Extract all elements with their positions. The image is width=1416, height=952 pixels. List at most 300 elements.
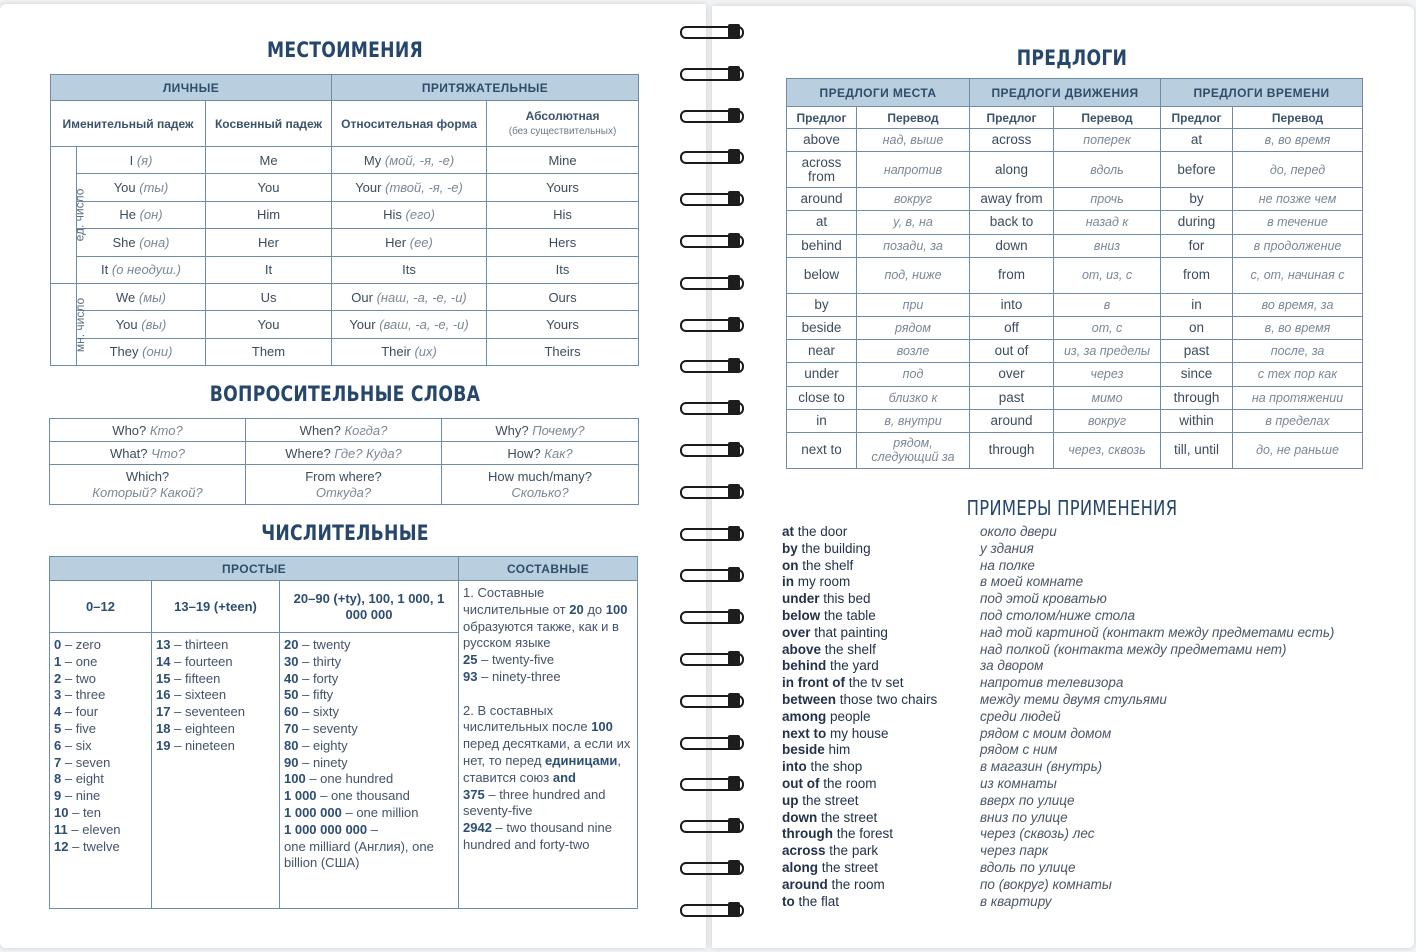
numeral-line: 1 000 – one thousand [284, 788, 410, 804]
example-english [782, 675, 992, 692]
numerals-title: ЧИСЛИТЕЛЬНЫЕ [261, 521, 429, 545]
pronoun-rel-en: Your [355, 180, 382, 196]
spiral-ring [680, 440, 746, 456]
numerals-col1 [50, 633, 152, 909]
numeral-word: seventeen [184, 704, 245, 720]
example-translation: над полкой (контакта между предметами нет) [980, 641, 1287, 657]
example-rest: the door [794, 524, 848, 539]
preposition-row [787, 188, 1363, 211]
example-keyword: next to [782, 725, 827, 741]
preposition-word: by [787, 293, 857, 316]
question-ru: Кто? [149, 422, 183, 438]
example-translation: в моей комнате [980, 574, 1084, 590]
simple-header: ПРОСТЫЕ [50, 557, 459, 581]
numeral-word: two [75, 670, 96, 686]
pronoun-oblique: Us [206, 283, 332, 310]
example-keyword: through [782, 826, 833, 842]
preposition-translation: рядом, следующий за [857, 432, 970, 468]
question-cell [246, 465, 442, 505]
example-keyword: at [782, 524, 795, 539]
pronoun-rel-ru: (его) [405, 207, 435, 223]
numeral-digit: 1 [54, 653, 62, 669]
numeral-word: fourteen [184, 653, 233, 669]
example-keyword: over [782, 624, 811, 640]
numeral-line: 100 – one hundred [284, 771, 394, 787]
preposition-translation: через [1054, 363, 1161, 386]
example-keyword: beside [782, 742, 825, 758]
question-row [50, 465, 639, 505]
preposition-row [787, 234, 1363, 257]
question-en: Where? [285, 445, 331, 461]
preposition-word: since [1161, 363, 1233, 386]
spiral-ring [680, 64, 746, 80]
pronoun-nominative [77, 174, 206, 201]
numeral-line: 0 – zero [54, 637, 101, 652]
example-rest: the street [818, 859, 879, 875]
questions-title: ВОПРОСИТЕЛЬНЫЕ СЛОВА [209, 382, 481, 406]
preposition-translation: от, с [1054, 316, 1161, 339]
pronoun-absolute: Hers [487, 229, 639, 256]
pronoun-rel-ru: (твой, -я, -е) [385, 180, 463, 196]
example-translation: через (сквозь) лес [980, 826, 1095, 842]
col-nominative: Именительный падеж [51, 101, 206, 147]
preposition-word: below [787, 257, 857, 293]
compound-ex2-word: ninety-three [491, 668, 561, 684]
preposition-word: past [970, 386, 1054, 409]
example-english [782, 826, 992, 843]
example-translation: вверх по улице [980, 792, 1075, 808]
numeral-digit: 1 000 000 000 [284, 821, 368, 837]
preposition-translation: мимо [1054, 386, 1161, 409]
right-page [712, 6, 1414, 948]
pronoun-nom-ru: (мы) [138, 289, 167, 305]
col3-head: 20–90 (+ty), 100, 1 000, 1 000 000 [280, 581, 459, 633]
example-translation: под столом/ниже стола [980, 607, 1135, 623]
example-translation: между теми двумя стульями [980, 691, 1167, 707]
numeral-word: thirty [312, 653, 342, 669]
example-english [782, 625, 992, 642]
pronoun-rel-ru: (ваш, -а, -е, -и) [379, 317, 469, 333]
numeral-line: 30 – thirty [284, 653, 342, 669]
spiral-ring [680, 147, 746, 163]
compound-p2-b: 100 [591, 719, 613, 735]
example-rest: the shelf [798, 557, 854, 573]
compound-p1-d: 100 [605, 601, 628, 617]
example-translation: вниз по улице [980, 809, 1068, 825]
pronoun-nom-en: They [109, 344, 139, 360]
spiral-hole [728, 149, 740, 163]
numeral-line: 90 – ninety [284, 754, 348, 770]
numeral-digit: 19 [156, 737, 171, 753]
question-cell [50, 442, 246, 465]
example-translation: в квартиру [980, 893, 1052, 909]
pronoun-row [51, 283, 639, 310]
preposition-row [787, 152, 1363, 188]
spiral-hole [728, 24, 740, 38]
numeral-word: sixteen [184, 687, 227, 703]
numeral-line: 15 – fifteen [156, 670, 221, 686]
preposition-translation: в продолжение [1233, 234, 1363, 257]
example-translation: рядом с моим домом [980, 725, 1112, 741]
spiral-ring [680, 816, 746, 832]
spiral-ring [680, 691, 746, 707]
numeral-line: 70 – seventy [284, 720, 358, 736]
question-cell [246, 419, 442, 442]
preposition-translation: с тех пор как [1233, 363, 1363, 386]
time-header: ПРЕДЛОГИ ВРЕМЕНИ [1161, 79, 1363, 107]
preposition-word: along [970, 152, 1054, 188]
compound-p2-e: , ставится союз [463, 752, 621, 785]
preposition-translation: напротив [857, 152, 970, 188]
preposition-translation: вдоль [1054, 152, 1161, 188]
numeral-line: 16 – sixteen [156, 687, 227, 703]
example-english [782, 894, 992, 911]
spiral-ring [680, 774, 746, 790]
example-keyword: on [782, 557, 799, 573]
question-en: Which? [125, 468, 170, 484]
pronoun-rel-ru: (ее) [409, 234, 433, 250]
example-rest: people [826, 708, 871, 724]
pronouns-title: МЕСТОИМЕНИЯ [266, 38, 424, 62]
numeral-word: one hundred [320, 771, 394, 787]
numeral-line: 40 – forty [284, 670, 339, 686]
example-rest: the room [819, 775, 877, 791]
preposition-translation: с, от, начиная с [1233, 257, 1363, 293]
compound-p2-a: 2. В составных числительных после [463, 702, 592, 735]
preposition-translation: рядом [857, 316, 970, 339]
example-keyword: by [782, 540, 798, 556]
question-cell [50, 419, 246, 442]
spiral-ring [680, 649, 746, 665]
question-cell [50, 465, 246, 505]
pronoun-rel-ru: (мой, -я, -е) [384, 152, 455, 168]
example-english [782, 776, 992, 793]
numeral-billion-note: one milliard (Англия), one billion (США) [284, 838, 434, 871]
spiral-ring [680, 398, 746, 414]
numeral-digit: 20 [284, 637, 299, 652]
numeral-word: eleven [82, 821, 121, 837]
example-rest: the shelf [821, 641, 876, 657]
preposition-word: across [970, 129, 1054, 152]
preposition-translation: в [1054, 293, 1161, 316]
pronoun-nominative [77, 147, 206, 174]
numeral-digit: 16 [156, 687, 171, 703]
preposition-row [787, 386, 1363, 409]
preposition-translation: от, из, с [1054, 257, 1161, 293]
question-ru: Почему? [532, 422, 585, 438]
preposition-word: through [1161, 386, 1233, 409]
numeral-word: fifty [312, 687, 334, 703]
numeral-line: 10 – ten [54, 804, 102, 820]
spiral-hole [728, 108, 740, 122]
example-rest: the room [827, 876, 885, 892]
prepositions-table [786, 78, 1363, 469]
pronoun-relative [332, 147, 487, 174]
example-translation: среди людей [980, 708, 1061, 724]
example-keyword: in [782, 574, 794, 590]
example-rest: the shop [806, 759, 863, 775]
examples-english [782, 524, 992, 910]
example-keyword: above [782, 641, 822, 657]
example-keyword: into [782, 759, 807, 775]
example-english [782, 759, 992, 776]
spiral-ring [680, 315, 746, 331]
numeral-line: 6 – six [54, 737, 92, 753]
pronoun-oblique: Them [206, 338, 332, 365]
preposition-word: under [787, 363, 857, 386]
numeral-word: three [75, 687, 106, 703]
spiral-hole [728, 567, 740, 581]
example-rest: my house [826, 725, 889, 741]
compound-p1-a: 1. Составные числительные от [463, 585, 570, 617]
pronoun-absolute: Mine [487, 147, 639, 174]
compound-ex4-word: two thousand nine hundred and forty-two [463, 820, 612, 852]
preposition-translation: на протяжении [1233, 386, 1363, 409]
numerals-table [49, 556, 638, 909]
pronoun-nom-ru: (она) [139, 234, 170, 250]
numeral-word: five [75, 720, 96, 736]
possessive-header: ПРИТЯЖАТЕЛЬНЫЕ [332, 75, 639, 101]
numeral-digit: 14 [156, 653, 171, 669]
pronoun-nom-en: He [119, 207, 136, 223]
spiral-hole [728, 317, 740, 331]
pronoun-rel-en: Their [381, 344, 411, 360]
col-trans-time: Перевод [1233, 107, 1363, 129]
preposition-row [787, 432, 1363, 468]
examples-title: ПРИМЕРЫ ПРИМЕНЕНИЯ [966, 496, 1178, 520]
motion-header: ПРЕДЛОГИ ДВИЖЕНИЯ [970, 79, 1161, 107]
preposition-translation: из, за пределы [1054, 340, 1161, 363]
preposition-word: beside [787, 316, 857, 339]
example-english [782, 608, 992, 625]
pronoun-absolute: Ours [487, 283, 639, 310]
pronoun-relative [332, 338, 487, 365]
numeral-digit: 3 [54, 687, 62, 703]
compound-header: СОСТАВНЫЕ [459, 557, 638, 581]
example-translation: через парк [980, 843, 1049, 859]
numeral-digit: 7 [54, 754, 62, 770]
numerals-col3 [280, 633, 459, 909]
preposition-word: in [1161, 293, 1233, 316]
compound-ex3-num: 375 [463, 786, 485, 802]
question-cell [442, 442, 639, 465]
numeral-line: 60 – sixty [284, 704, 339, 720]
example-english [782, 742, 992, 759]
example-english [782, 860, 992, 877]
spiral-hole [728, 66, 740, 80]
numeral-digit: 13 [156, 637, 171, 652]
numeral-digit: 1 000 000 [284, 804, 342, 820]
plural-label: мн. число [73, 297, 88, 353]
preposition-row [787, 340, 1363, 363]
numeral-line: 19 – nineteen [156, 737, 235, 753]
compound-p2-f: and [552, 769, 577, 785]
numeral-digit: 15 [156, 670, 171, 686]
preposition-row [787, 363, 1363, 386]
example-keyword: behind [782, 658, 827, 674]
preposition-translation: после, за [1233, 340, 1363, 363]
preposition-word: down [970, 234, 1054, 257]
pronoun-absolute: Theirs [487, 338, 639, 365]
numeral-line: 13 – thirteen [156, 637, 229, 652]
preposition-translation: вниз [1054, 234, 1161, 257]
pronoun-absolute: His [487, 201, 639, 228]
col-trans-motion: Перевод [1054, 107, 1161, 129]
preposition-word: past [1161, 340, 1233, 363]
preposition-translation: у, в, на [857, 211, 970, 234]
pronoun-nominative [77, 283, 206, 310]
example-translation: вдоль по улице [980, 859, 1076, 875]
example-translation: в магазин (внутрь) [980, 759, 1103, 775]
preposition-word: near [787, 340, 857, 363]
example-keyword: between [782, 691, 837, 707]
compound-ex2-num: 93 [463, 668, 478, 684]
pronoun-row [51, 338, 639, 365]
preposition-translation: до, перед [1233, 152, 1363, 188]
example-rest: my room [794, 574, 851, 590]
spiral-hole [728, 818, 740, 832]
question-en: From where? [305, 468, 382, 484]
compound-cell: 1. Составные числительные от 20 до 100 образуются также, как и в русском языке 25 – twenty-five 93 – ninety-three 2. В составных числительных после 100 перед десятками, а если их нет, то перед единицами, ставится союз and 375 – three hundred and seventy-five 2942 – two thousand nine hundred and forty-two [459, 581, 638, 909]
question-ru: Как? [544, 445, 573, 461]
example-english [782, 709, 992, 726]
numeral-digit: 100 [284, 771, 306, 787]
pronoun-oblique: Her [206, 229, 332, 256]
example-rest: the yard [826, 658, 879, 674]
question-ru: Сколько? [511, 484, 569, 500]
numeral-line: 11 – eleven [54, 821, 121, 837]
question-en: Who? [112, 422, 147, 438]
example-keyword: to [782, 893, 795, 909]
pronoun-rel-en: My [363, 152, 382, 168]
example-rest: the flat [794, 893, 840, 909]
preposition-word: from [970, 257, 1054, 293]
example-translation: из комнаты [980, 775, 1057, 791]
pronoun-nom-en: You [113, 180, 136, 196]
spiral-hole [728, 651, 740, 665]
example-rest: those two chairs [836, 691, 938, 707]
numeral-word: twelve [82, 838, 120, 854]
spiral-ring [680, 22, 746, 38]
pronoun-relative [332, 256, 487, 283]
compound-p1-b: 20 [569, 601, 584, 617]
preposition-word: by [1161, 188, 1233, 211]
example-translation: около двери [980, 524, 1057, 539]
spiral-ring [680, 733, 746, 749]
preposition-word: before [1161, 152, 1233, 188]
preposition-word: at [787, 211, 857, 234]
spiral-hole [728, 609, 740, 623]
numeral-line: 1 – one [54, 653, 98, 669]
example-keyword: around [782, 876, 828, 892]
numeral-word: eighteen [184, 720, 235, 736]
example-rest: the tv set [844, 675, 904, 691]
preposition-word: through [970, 432, 1054, 468]
example-english [782, 810, 992, 827]
numeral-digit: 12 [54, 838, 69, 854]
pronoun-nom-en: We [115, 289, 136, 305]
spiral-ring [680, 273, 746, 289]
example-keyword: below [782, 607, 821, 623]
pronoun-nominative [77, 311, 206, 338]
example-translation: напротив телевизора [980, 675, 1124, 691]
numeral-line: 7 – seven [54, 754, 111, 770]
col-prep-place: Предлог [787, 107, 857, 129]
numerals-col2 [152, 633, 280, 909]
pronoun-relative [332, 229, 487, 256]
preposition-word: off [970, 316, 1054, 339]
preposition-translation: в, во время [1233, 316, 1363, 339]
numeral-digit: 90 [284, 754, 299, 770]
example-rest: this bed [819, 591, 871, 607]
numeral-line: 14 – fourteen [156, 653, 233, 669]
preposition-row [787, 211, 1363, 234]
example-rest: the street [798, 792, 859, 808]
pronoun-row [51, 311, 639, 338]
preposition-word: across from [787, 152, 857, 188]
preposition-translation: вокруг [857, 188, 970, 211]
preposition-word: from [1161, 257, 1233, 293]
numeral-word: seven [75, 754, 111, 770]
pronoun-oblique: It [206, 256, 332, 283]
preposition-word: around [787, 188, 857, 211]
preposition-translation: возле [857, 340, 970, 363]
col2-head: 13–19 (+teen) [152, 581, 280, 633]
pronoun-nom-ru: (вы) [141, 317, 167, 333]
pronoun-oblique: Him [206, 201, 332, 228]
col-absolute-note: (без существительных) [508, 125, 617, 137]
preposition-word: out of [970, 340, 1054, 363]
question-row [50, 442, 639, 465]
col-prep-time: Предлог [1161, 107, 1233, 129]
numeral-digit: 9 [54, 788, 62, 804]
example-english [782, 877, 992, 894]
question-ru: Что? [151, 445, 186, 461]
numeral-word: zero [75, 637, 101, 652]
col1-head: 0–12 [50, 581, 152, 633]
example-keyword: among [782, 708, 827, 724]
numeral-digit: 1 000 [284, 788, 317, 804]
preposition-translation: прочь [1054, 188, 1161, 211]
pronoun-nom-en: It [101, 262, 109, 278]
numeral-word: one thousand [331, 788, 410, 804]
preposition-word: above [787, 129, 857, 152]
numeral-word: eighty [312, 737, 348, 753]
personal-header: ЛИЧНЫЕ [51, 75, 332, 101]
pronoun-nominative [77, 229, 206, 256]
example-translation: на полке [980, 557, 1035, 573]
preposition-word: behind [787, 234, 857, 257]
pronoun-oblique: You [206, 311, 332, 338]
example-translation: за двором [980, 658, 1044, 674]
spiral-hole [728, 902, 740, 916]
col-relative: Относительная форма [332, 101, 487, 147]
pronoun-nom-ru: (ты) [139, 180, 169, 196]
spiral-ring [680, 524, 746, 540]
example-english [782, 726, 992, 743]
pronoun-nominative [77, 201, 206, 228]
example-english [782, 843, 992, 860]
numeral-digit: 4 [54, 704, 62, 720]
pronoun-row [51, 147, 639, 174]
pronoun-relative [332, 174, 487, 201]
numeral-digit: 80 [284, 737, 299, 753]
pronoun-nom-ru: (о неодуш.) [111, 262, 181, 278]
numeral-line: 17 – seventeen [156, 704, 245, 720]
pronoun-relative [332, 283, 487, 310]
example-english [782, 642, 992, 659]
numeral-word: sixty [312, 704, 339, 720]
